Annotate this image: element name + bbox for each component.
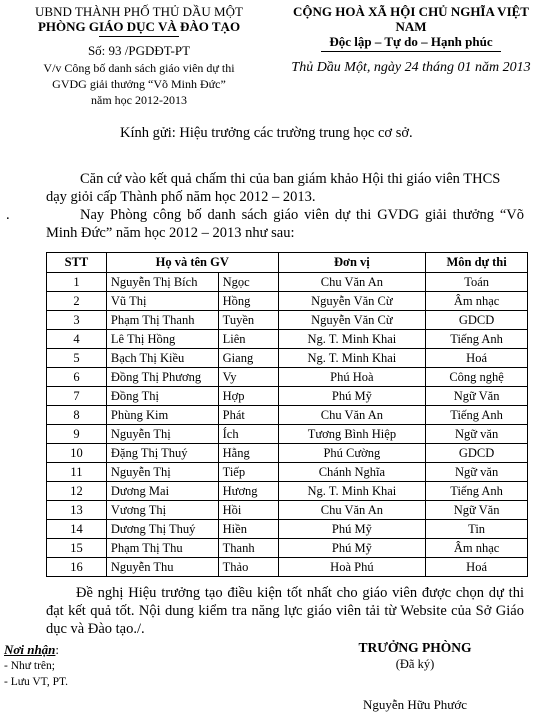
cell-stt: 1 <box>47 273 107 292</box>
cell-stt: 15 <box>47 539 107 558</box>
recipient-item: - Như trên; <box>4 660 55 672</box>
cell-last-name: Lê Thị Hồng <box>106 330 218 349</box>
cell-last-name: Phùng Kim <box>106 406 218 425</box>
paragraph-request-text: Đề nghị Hiệu trưởng tạo điều kiện tốt nhất cho giáo viên được chọn dự thi đạt kết quả tốt. Nội dung kiểm tra năng lực giáo viên tải từ Website của Sở Giáo dục và Đào tạo./. <box>46 585 524 637</box>
national-title: CỘNG HOÀ XÃ HỘI CHỦ NGHĨA VIỆT NAM <box>293 4 529 34</box>
cell-stt: 14 <box>47 520 107 539</box>
cell-last-name: Bạch Thị Kiều <box>106 349 218 368</box>
cell-stt: 4 <box>47 330 107 349</box>
cell-last-name: Vương Thị <box>106 501 218 520</box>
cell-first-name: Hằng <box>218 444 278 463</box>
cell-stt: 3 <box>47 311 107 330</box>
recipient-item: - Lưu VT, PT. <box>4 676 69 688</box>
cell-subject: GDCD <box>426 444 528 463</box>
cell-first-name: Ngọc <box>218 273 278 292</box>
cell-subject: Toán <box>426 273 528 292</box>
table-row <box>47 501 528 520</box>
table-row <box>47 292 528 311</box>
cell-unit: Phú Cường <box>278 444 426 463</box>
cell-first-name: Hiền <box>218 520 278 539</box>
cell-first-name: Tiếp <box>218 463 278 482</box>
signer-name: Nguyễn Hữu Phước <box>362 697 467 712</box>
cell-last-name: Nguyễn Thu <box>106 558 218 577</box>
cell-first-name: Hồi <box>218 501 278 520</box>
cell-last-name: Dương Mai <box>106 482 218 501</box>
cell-subject: Âm nhạc <box>426 539 528 558</box>
table-row <box>47 444 528 463</box>
table-row <box>47 463 528 482</box>
header-left-underline <box>99 36 179 37</box>
signer-title: TRƯỞNG PHÒNG <box>358 640 472 655</box>
cell-unit: Ng. T. Minh Khai <box>278 482 426 501</box>
cell-first-name: Giang <box>218 349 278 368</box>
table-row <box>47 368 528 387</box>
table-row <box>47 273 528 292</box>
cell-first-name: Tuyền <box>218 311 278 330</box>
stray-period: . <box>6 207 10 223</box>
cell-unit: Chu Văn An <box>278 273 426 292</box>
paragraph-announce <box>6 206 524 242</box>
cell-stt: 9 <box>47 425 107 444</box>
cell-first-name: Hợp <box>218 387 278 406</box>
cell-subject: Hoá <box>426 349 528 368</box>
cell-subject: Công nghệ <box>426 368 528 387</box>
cell-last-name: Đặng Thị Thuý <box>106 444 218 463</box>
city-committee: UBND THÀNH PHỐ THỦ DẦU MỘT <box>35 4 243 19</box>
cell-first-name: Liên <box>218 330 278 349</box>
subject-line-2: GVDG giải thưởng “Võ Minh Đức” <box>52 77 226 91</box>
cell-subject: Tiếng Anh <box>426 330 528 349</box>
cell-first-name: Hồng <box>218 292 278 311</box>
paragraph-announce-text: Nay Phòng công bố danh sách giáo viên dự thi GVDG giải thưởng “Võ Minh Đức” năm học 2012 – 2013 như sau: <box>46 207 524 241</box>
cell-last-name: Nguyễn Thị Bích <box>106 273 218 292</box>
cell-first-name: Thanh <box>218 539 278 558</box>
header-subject: Môn dự thi <box>426 253 528 273</box>
cell-first-name: Ích <box>218 425 278 444</box>
cell-subject: Âm nhạc <box>426 292 528 311</box>
paragraph-basis-text: Căn cứ vào kết quả chấm thi của ban giám khảo Hội thi giáo viên THCS dạy giỏi cấp Thành phố năm học 2012 – 2013. <box>46 171 501 205</box>
header-unit: Đơn vị <box>278 253 426 273</box>
cell-stt: 11 <box>47 463 107 482</box>
header-right-underline <box>321 51 501 52</box>
table-row <box>47 406 528 425</box>
cell-subject: Ngữ văn <box>426 425 528 444</box>
signature-block <box>330 640 500 713</box>
teacher-table <box>46 252 528 577</box>
table-row <box>47 520 528 539</box>
cell-unit: Chu Văn An <box>278 501 426 520</box>
header-left <box>4 4 274 107</box>
cell-first-name: Hương <box>218 482 278 501</box>
table-row <box>47 330 528 349</box>
recipient-line: Kính gửi: Hiệu trưởng các trường trung học cơ sở. <box>120 125 413 141</box>
cell-last-name: Nguyễn Thị <box>106 425 218 444</box>
department-name: PHÒNG GIÁO DỤC VÀ ĐÀO TẠO <box>37 19 241 34</box>
subject-line-3: năm học 2012-2013 <box>91 93 187 107</box>
cell-stt: 2 <box>47 292 107 311</box>
cell-first-name: Vy <box>218 368 278 387</box>
table-row <box>47 349 528 368</box>
paragraph-basis <box>46 170 524 206</box>
cell-last-name: Phạm Thị Thanh <box>106 311 218 330</box>
cell-subject: Ngữ Văn <box>426 387 528 406</box>
table-header-row <box>47 253 528 273</box>
cell-subject: Tiếng Anh <box>426 406 528 425</box>
national-motto: Độc lập – Tự do – Hạnh phúc <box>329 34 493 49</box>
cell-stt: 8 <box>47 406 107 425</box>
cell-unit: Phú Mỹ <box>278 539 426 558</box>
cell-last-name: Đồng Thị Phương <box>106 368 218 387</box>
cell-stt: 10 <box>47 444 107 463</box>
cell-subject: Tin <box>426 520 528 539</box>
cell-stt: 6 <box>47 368 107 387</box>
cell-stt: 16 <box>47 558 107 577</box>
header-teacher-name: Họ và tên GV <box>106 253 278 273</box>
cell-stt: 12 <box>47 482 107 501</box>
cell-last-name: Dương Thị Thuý <box>106 520 218 539</box>
signed-status: (Đã ký) <box>395 657 435 671</box>
cell-first-name: Phát <box>218 406 278 425</box>
cell-stt: 5 <box>47 349 107 368</box>
cell-first-name: Thảo <box>218 558 278 577</box>
cell-subject: Tiếng Anh <box>426 482 528 501</box>
cell-subject: Ngữ Văn <box>426 501 528 520</box>
table-body <box>47 273 528 577</box>
cell-unit: Nguyễn Văn Cừ <box>278 311 426 330</box>
table-row <box>47 558 528 577</box>
cell-unit: Ng. T. Minh Khai <box>278 349 426 368</box>
cell-unit: Phú Mỹ <box>278 520 426 539</box>
cell-unit: Chánh Nghĩa <box>278 463 426 482</box>
cell-last-name: Phạm Thị Thu <box>106 539 218 558</box>
cell-stt: 7 <box>47 387 107 406</box>
recipients-title: Nơi nhận <box>4 642 56 657</box>
cell-subject: Hoá <box>426 558 528 577</box>
cell-last-name: Vũ Thị <box>106 292 218 311</box>
table-row <box>47 311 528 330</box>
document-number: Số: 93 /PGDĐT-PT <box>87 43 191 58</box>
cell-stt: 13 <box>47 501 107 520</box>
cell-last-name: Nguyễn Thị <box>106 463 218 482</box>
document-date: Thủ Dầu Một, ngày 24 tháng 01 năm 2013 <box>291 60 531 75</box>
cell-unit: Phú Hoà <box>278 368 426 387</box>
cell-unit: Chu Văn An <box>278 406 426 425</box>
cell-unit: Hoà Phú <box>278 558 426 577</box>
table-row <box>47 482 528 501</box>
recipients-colon: : <box>55 642 60 657</box>
cell-unit: Tương Bình Hiệp <box>278 425 426 444</box>
cell-unit: Ng. T. Minh Khai <box>278 330 426 349</box>
subject-line-1: V/v Công bố danh sách giáo viên dự thi <box>43 61 235 75</box>
paragraph-request <box>46 584 524 638</box>
cell-last-name: Đồng Thị <box>106 387 218 406</box>
table-row <box>47 539 528 558</box>
header-stt: STT <box>47 253 107 273</box>
table-row <box>47 387 528 406</box>
cell-subject: GDCD <box>426 311 528 330</box>
cell-subject: Ngữ văn <box>426 463 528 482</box>
table-row <box>47 425 528 444</box>
header-right <box>276 4 546 76</box>
cell-unit: Nguyễn Văn Cừ <box>278 292 426 311</box>
cell-unit: Phú Mỹ <box>278 387 426 406</box>
recipients-block <box>4 642 68 690</box>
